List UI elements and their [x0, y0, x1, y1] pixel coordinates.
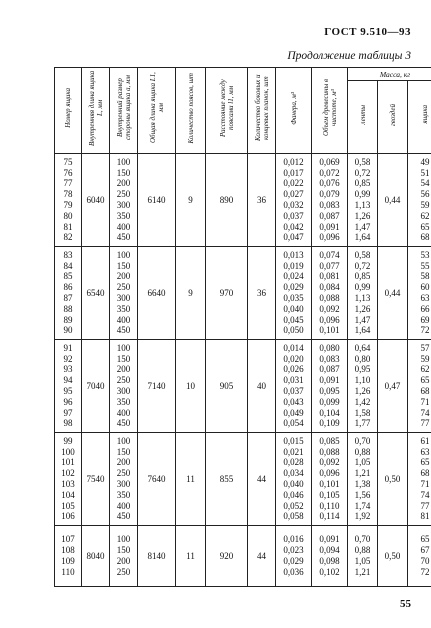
cell-plywood-value: 0,015	[283, 435, 304, 446]
cell-box-mass-value: 74	[420, 407, 430, 418]
cell-box-number-value: 78	[63, 189, 73, 200]
cell-volume-value: 0,099	[319, 396, 340, 407]
cell-box-number-value: 93	[63, 364, 73, 375]
cell-volume-value: 0,088	[319, 293, 340, 303]
cell-box-mass-value: 56	[420, 189, 430, 200]
cell-plywood-value: 0,058	[283, 511, 304, 522]
cell-box-mass-value: 63	[420, 293, 430, 303]
cell-box-number-value: 91	[63, 342, 73, 353]
cell-plywood	[276, 526, 312, 587]
cell-box-mass	[408, 433, 431, 526]
table-row	[55, 526, 431, 587]
cell-plywood-value: 0,040	[283, 479, 304, 489]
cell-plywood-value: 0,022	[283, 178, 304, 189]
cell-box-mass-value: 74	[420, 489, 430, 500]
cell-tapes-value: 0,70	[354, 435, 371, 446]
cell-box-number-value: 88	[63, 303, 73, 314]
cell-inner-side-value: 350	[116, 396, 131, 407]
cell-total-length: 7140	[138, 340, 176, 433]
cell-box-number-value: 102	[61, 468, 75, 479]
cell-box-number-value: 110	[61, 566, 75, 577]
cell-volume-value: 0,101	[319, 325, 340, 336]
cell-plywood-value: 0,027	[283, 189, 304, 200]
cell-box-mass-value: 55	[420, 260, 430, 271]
cell-inner-side	[110, 526, 138, 587]
cell-box-number-value: 77	[63, 178, 73, 189]
cell-plywood-value: 0,019	[283, 260, 304, 271]
cell-box-number	[55, 247, 82, 340]
cell-volume-value: 0,081	[319, 271, 340, 282]
col-header-crossbars: Количество поясов, шт	[176, 68, 206, 154]
cell-box-number-value: 98	[63, 418, 73, 429]
cell-box-mass-value: 62	[420, 364, 430, 375]
cell-volume-value: 0,080	[319, 342, 340, 353]
cell-volume-value: 0,092	[319, 303, 340, 314]
cell-side-boards: 36	[248, 154, 276, 247]
cell-box-mass-value: 54	[420, 178, 430, 189]
cell-plywood-value: 0,054	[283, 418, 304, 429]
cell-tapes-value: 0,88	[354, 545, 371, 556]
cell-tapes-value: 1,42	[354, 396, 371, 407]
cell-box-mass-value: 60	[420, 282, 430, 293]
cell-box-number-value: 103	[61, 479, 75, 489]
cell-box-mass-value: 59	[420, 353, 430, 364]
cell-volume-value: 0,069	[319, 156, 340, 167]
cell-box-mass-value: 63	[420, 446, 430, 457]
cell-tapes-value: 1,47	[354, 221, 371, 232]
cell-box-mass-value: 65	[420, 457, 430, 468]
cell-box-number-value: 106	[61, 511, 75, 522]
cell-plywood-value: 0,012	[283, 156, 304, 167]
table-row	[55, 340, 431, 433]
cell-spacing: 905	[206, 340, 248, 433]
cell-box-number-value: 86	[63, 282, 73, 293]
cell-volume-value: 0,091	[319, 221, 340, 232]
cell-inner-side-value: 250	[116, 468, 131, 479]
cell-box-number-value: 95	[63, 386, 73, 396]
cell-spacing: 890	[206, 154, 248, 247]
cell-volume-value: 0,101	[319, 479, 340, 489]
cell-tapes-value: 1,56	[354, 489, 371, 500]
cell-volume-value: 0,109	[319, 418, 340, 429]
cell-tapes	[348, 433, 378, 526]
col-header-spacing: Расстояние между поясами l1, мм	[206, 68, 248, 154]
cell-box-mass	[408, 340, 431, 433]
cell-tapes	[348, 154, 378, 247]
cell-inner-side-value: 400	[116, 500, 131, 511]
cell-box-number-value: 83	[63, 249, 73, 260]
cell-inner-side-value: 100	[116, 435, 131, 446]
col-header-mass-box: ящика	[408, 81, 431, 154]
cell-side-boards: 44	[248, 526, 276, 587]
cell-inner-side-value: 200	[116, 364, 131, 375]
cell-box-mass-value: 61	[420, 435, 430, 446]
cell-inner-side-value: 250	[116, 282, 131, 293]
cell-plywood-value: 0,028	[283, 457, 304, 468]
cell-inner-side-value: 200	[116, 271, 131, 282]
col-header-plywood: Фанера, м³	[276, 68, 312, 154]
cell-volume	[312, 247, 348, 340]
cell-tapes	[348, 526, 378, 587]
cell-box-number-value: 108	[61, 545, 75, 556]
col-header-box-number: Номер ящика	[55, 68, 82, 154]
cell-total-length: 6140	[138, 154, 176, 247]
cell-volume	[312, 154, 348, 247]
cell-volume-value: 0,104	[319, 407, 340, 418]
cell-tapes-value: 0,72	[354, 260, 371, 271]
cell-inner-side-value: 300	[116, 386, 131, 396]
cell-plywood	[276, 340, 312, 433]
cell-plywood-value: 0,026	[283, 364, 304, 375]
cell-inner-length: 6540	[82, 247, 110, 340]
cell-plywood-value: 0,036	[283, 566, 304, 577]
cell-tapes-value: 1,38	[354, 479, 371, 489]
cell-box-mass-value: 68	[420, 386, 430, 396]
cell-box-mass-value: 67	[420, 545, 430, 556]
cell-tapes-value: 1,47	[354, 314, 371, 325]
cell-volume-value: 0,102	[319, 566, 340, 577]
cell-box-mass	[408, 247, 431, 340]
cell-nails: 0,47	[378, 340, 408, 433]
cell-inner-side-value: 400	[116, 407, 131, 418]
cell-inner-side-value: 100	[116, 534, 131, 545]
cell-box-mass-value: 51	[420, 167, 430, 178]
cell-box-number-value: 90	[63, 325, 73, 336]
cell-box-number-value: 101	[61, 457, 75, 468]
cell-crossbars: 9	[176, 154, 206, 247]
cell-tapes-value: 0,95	[354, 364, 371, 375]
cell-plywood-value: 0,029	[283, 282, 304, 293]
col-header-total-length: Общая длина ящика L1, мм	[138, 68, 176, 154]
cell-side-boards: 40	[248, 340, 276, 433]
cell-inner-side-value: 200	[116, 556, 131, 566]
col-header-mass-tapes: ленты	[348, 81, 378, 154]
cell-volume-value: 0,110	[319, 500, 340, 511]
cell-box-mass-value: 77	[420, 418, 430, 429]
cell-volume-value: 0,095	[319, 386, 340, 396]
cell-inner-side-value: 100	[116, 249, 131, 260]
cell-box-mass-value: 71	[420, 396, 430, 407]
cell-box-mass-value: 65	[420, 375, 430, 386]
cell-box-number-value: 81	[63, 221, 73, 232]
cell-plywood-value: 0,020	[283, 353, 304, 364]
cell-inner-side-value: 100	[116, 342, 131, 353]
cell-volume-value: 0,088	[319, 446, 340, 457]
cell-plywood-value: 0,035	[283, 293, 304, 303]
cell-plywood-value: 0,029	[283, 556, 304, 566]
cell-tapes-value: 0,88	[354, 446, 371, 457]
cell-tapes-value: 1,26	[354, 210, 371, 221]
cell-box-number	[55, 154, 82, 247]
cell-inner-side-value: 400	[116, 314, 131, 325]
cell-volume-value: 0,105	[319, 489, 340, 500]
cell-inner-side-value: 450	[116, 325, 131, 336]
col-header-inner-side: Внутренний размер стороны ящика a, мм	[110, 68, 138, 154]
cell-tapes-value: 1,92	[354, 511, 371, 522]
cell-volume-value: 0,098	[319, 556, 340, 566]
cell-plywood-value: 0,031	[283, 375, 304, 386]
cell-tapes-value: 1,05	[354, 556, 371, 566]
cell-volume	[312, 340, 348, 433]
cell-tapes-value: 1,26	[354, 386, 371, 396]
cell-volume-value: 0,074	[319, 249, 340, 260]
cell-box-mass-value: 57	[420, 342, 430, 353]
table-row	[55, 433, 431, 526]
cell-box-mass-value: 72	[420, 325, 430, 336]
col-header-volume: Объем древесины в чистоте, м³	[312, 68, 348, 154]
cell-plywood-value: 0,049	[283, 407, 304, 418]
cell-volume-value: 0,096	[319, 468, 340, 479]
cell-inner-side-value: 200	[116, 178, 131, 189]
cell-spacing: 855	[206, 433, 248, 526]
cell-inner-side	[110, 340, 138, 433]
cell-inner-side-value: 250	[116, 566, 131, 577]
cell-volume-value: 0,079	[319, 189, 340, 200]
cell-inner-length: 7040	[82, 340, 110, 433]
cell-inner-side-value: 350	[116, 489, 131, 500]
cell-total-length: 6640	[138, 247, 176, 340]
cell-nails: 0,44	[378, 154, 408, 247]
cell-box-number-value: 80	[63, 210, 73, 221]
cell-plywood-value: 0,032	[283, 200, 304, 210]
cell-volume-value: 0,091	[319, 375, 340, 386]
cell-inner-side-value: 150	[116, 260, 131, 271]
cell-box-mass-value: 69	[420, 314, 430, 325]
cell-volume	[312, 433, 348, 526]
table-body	[55, 154, 431, 587]
cell-plywood-value: 0,016	[283, 534, 304, 545]
cell-box-number-value: 99	[63, 435, 73, 446]
cell-crossbars: 9	[176, 247, 206, 340]
cell-plywood-value: 0,017	[283, 167, 304, 178]
cell-volume-value: 0,091	[319, 534, 340, 545]
cell-box-number-value: 100	[61, 446, 75, 457]
cell-tapes-value: 0,80	[354, 353, 371, 364]
cell-tapes-value: 0,58	[354, 249, 371, 260]
cell-box-number-value: 89	[63, 314, 73, 325]
cell-crossbars: 11	[176, 526, 206, 587]
cell-tapes-value: 0,85	[354, 178, 371, 189]
cell-plywood	[276, 154, 312, 247]
table-row	[55, 247, 431, 340]
cell-inner-side-value: 350	[116, 210, 131, 221]
cell-box-mass-value: 59	[420, 200, 430, 210]
cell-tapes-value: 0,85	[354, 271, 371, 282]
cell-tapes-value: 1,13	[354, 293, 371, 303]
cell-plywood-value: 0,037	[283, 386, 304, 396]
col-header-inner-length: Внутренняя длина ящика L, мм	[82, 68, 110, 154]
cell-box-number-value: 87	[63, 293, 73, 303]
cell-box-mass-value: 65	[420, 221, 430, 232]
cell-inner-side-value: 200	[116, 457, 131, 468]
cell-total-length: 7640	[138, 433, 176, 526]
cell-spacing: 920	[206, 526, 248, 587]
cell-box-number-value: 97	[63, 407, 73, 418]
cell-inner-side-value: 450	[116, 232, 131, 243]
cell-volume-value: 0,083	[319, 353, 340, 364]
cell-inner-length: 8040	[82, 526, 110, 587]
cell-plywood-value: 0,045	[283, 314, 304, 325]
cell-plywood-value: 0,024	[283, 271, 304, 282]
cell-tapes-value: 0,99	[354, 189, 371, 200]
cell-inner-side	[110, 247, 138, 340]
cell-volume-value: 0,096	[319, 232, 340, 243]
cell-volume-value: 0,076	[319, 178, 340, 189]
cell-plywood-value: 0,043	[283, 396, 304, 407]
cell-volume-value: 0,072	[319, 167, 340, 178]
cell-crossbars: 11	[176, 433, 206, 526]
cell-volume-value: 0,077	[319, 260, 340, 271]
cell-box-number-value: 85	[63, 271, 73, 282]
cell-plywood-value: 0,052	[283, 500, 304, 511]
cell-inner-side-value: 250	[116, 189, 131, 200]
cell-box-number-value: 107	[61, 534, 75, 545]
cell-plywood-value: 0,047	[283, 232, 304, 243]
cell-plywood-value: 0,040	[283, 303, 304, 314]
cell-box-number	[55, 340, 82, 433]
cell-tapes-value: 1,13	[354, 200, 371, 210]
cell-inner-side-value: 450	[116, 418, 131, 429]
cell-tapes-value: 0,70	[354, 534, 371, 545]
cell-box-mass-value: 71	[420, 479, 430, 489]
cell-inner-side-value: 100	[116, 156, 131, 167]
cell-box-mass	[408, 526, 431, 587]
cell-inner-length: 7540	[82, 433, 110, 526]
cell-inner-side-value: 450	[116, 511, 131, 522]
cell-volume-value: 0,085	[319, 435, 340, 446]
cell-volume-value: 0,083	[319, 200, 340, 210]
cell-box-mass-value: 58	[420, 271, 430, 282]
cell-box-number-value: 82	[63, 232, 73, 243]
cell-box-mass-value: 68	[420, 468, 430, 479]
cell-inner-length: 6040	[82, 154, 110, 247]
cell-inner-side-value: 150	[116, 353, 131, 364]
cell-volume-value: 0,114	[319, 511, 340, 522]
cell-tapes	[348, 247, 378, 340]
cell-plywood-value: 0,023	[283, 545, 304, 556]
cell-tapes-value: 1,05	[354, 457, 371, 468]
cell-box-mass-value: 81	[420, 511, 430, 522]
cell-box-number-value: 84	[63, 260, 73, 271]
cell-nails: 0,50	[378, 433, 408, 526]
cell-volume-value: 0,092	[319, 457, 340, 468]
cell-tapes-value: 1,21	[354, 468, 371, 479]
cell-inner-side-value: 350	[116, 303, 131, 314]
table-row	[55, 154, 431, 247]
col-header-mass-nails: гвоздей	[378, 81, 408, 154]
cell-box-mass-value: 49	[420, 156, 430, 167]
document-code: ГОСТ 9.510—93	[324, 26, 411, 38]
page-number: 55	[400, 598, 411, 610]
cell-volume-value: 0,084	[319, 282, 340, 293]
cell-box-mass-value: 66	[420, 303, 430, 314]
cell-inner-side-value: 300	[116, 479, 131, 489]
cell-volume	[312, 526, 348, 587]
cell-inner-side-value: 300	[116, 200, 131, 210]
cell-inner-side	[110, 433, 138, 526]
cell-spacing: 970	[206, 247, 248, 340]
cell-plywood-value: 0,050	[283, 325, 304, 336]
cell-inner-side-value: 150	[116, 167, 131, 178]
cell-box-mass-value: 62	[420, 210, 430, 221]
cell-side-boards: 36	[248, 247, 276, 340]
cell-box-number	[55, 526, 82, 587]
box-dimensions-table	[54, 67, 431, 587]
col-header-mass: Масса, кг	[348, 68, 431, 81]
cell-plywood-value: 0,014	[283, 342, 304, 353]
cell-crossbars: 10	[176, 340, 206, 433]
cell-nails: 0,50	[378, 526, 408, 587]
cell-box-number-value: 75	[63, 156, 73, 167]
cell-box-mass	[408, 154, 431, 247]
cell-box-number-value: 104	[61, 489, 75, 500]
cell-inner-side-value: 150	[116, 545, 131, 556]
cell-plywood-value: 0,037	[283, 210, 304, 221]
cell-box-mass-value: 68	[420, 232, 430, 243]
cell-plywood	[276, 433, 312, 526]
cell-box-number-value: 76	[63, 167, 73, 178]
cell-box-number-value: 79	[63, 200, 73, 210]
cell-box-mass-value: 72	[420, 566, 430, 577]
cell-box-mass-value: 70	[420, 556, 430, 566]
cell-nails: 0,44	[378, 247, 408, 340]
cell-total-length: 8140	[138, 526, 176, 587]
cell-tapes-value: 1,58	[354, 407, 371, 418]
cell-plywood-value: 0,046	[283, 489, 304, 500]
cell-plywood-value: 0,021	[283, 446, 304, 457]
cell-tapes-value: 0,58	[354, 156, 371, 167]
cell-inner-side-value: 400	[116, 221, 131, 232]
cell-tapes-value: 1,21	[354, 566, 371, 577]
cell-box-number-value: 96	[63, 396, 73, 407]
cell-volume-value: 0,087	[319, 210, 340, 221]
cell-volume-value: 0,087	[319, 364, 340, 375]
cell-volume-value: 0,096	[319, 314, 340, 325]
cell-box-number-value: 109	[61, 556, 75, 566]
cell-box-mass-value: 53	[420, 249, 430, 260]
cell-side-boards: 44	[248, 433, 276, 526]
cell-plywood-value: 0,013	[283, 249, 304, 260]
cell-volume-value: 0,094	[319, 545, 340, 556]
cell-tapes-value: 1,64	[354, 232, 371, 243]
cell-tapes-value: 1,74	[354, 500, 371, 511]
cell-tapes	[348, 340, 378, 433]
cell-tapes-value: 0,72	[354, 167, 371, 178]
cell-tapes-value: 1,10	[354, 375, 371, 386]
cell-tapes-value: 1,77	[354, 418, 371, 429]
cell-plywood-value: 0,042	[283, 221, 304, 232]
cell-plywood-value: 0,034	[283, 468, 304, 479]
cell-box-number-value: 105	[61, 500, 75, 511]
cell-box-number	[55, 433, 82, 526]
cell-tapes-value: 1,26	[354, 303, 371, 314]
col-header-side-boards: Количество боковых и концевых планок, шт	[248, 68, 276, 154]
cell-inner-side-value: 150	[116, 446, 131, 457]
cell-inner-side-value: 300	[116, 293, 131, 303]
cell-plywood	[276, 247, 312, 340]
cell-tapes-value: 1,64	[354, 325, 371, 336]
cell-box-number-value: 92	[63, 353, 73, 364]
cell-box-mass-value: 77	[420, 500, 430, 511]
cell-box-mass-value: 65	[420, 534, 430, 545]
table-continuation-label: Продолжение таблицы 3	[287, 50, 411, 62]
cell-inner-side-value: 250	[116, 375, 131, 386]
cell-inner-side	[110, 154, 138, 247]
cell-box-number-value: 94	[63, 375, 73, 386]
cell-tapes-value: 0,99	[354, 282, 371, 293]
cell-tapes-value: 0,64	[354, 342, 371, 353]
